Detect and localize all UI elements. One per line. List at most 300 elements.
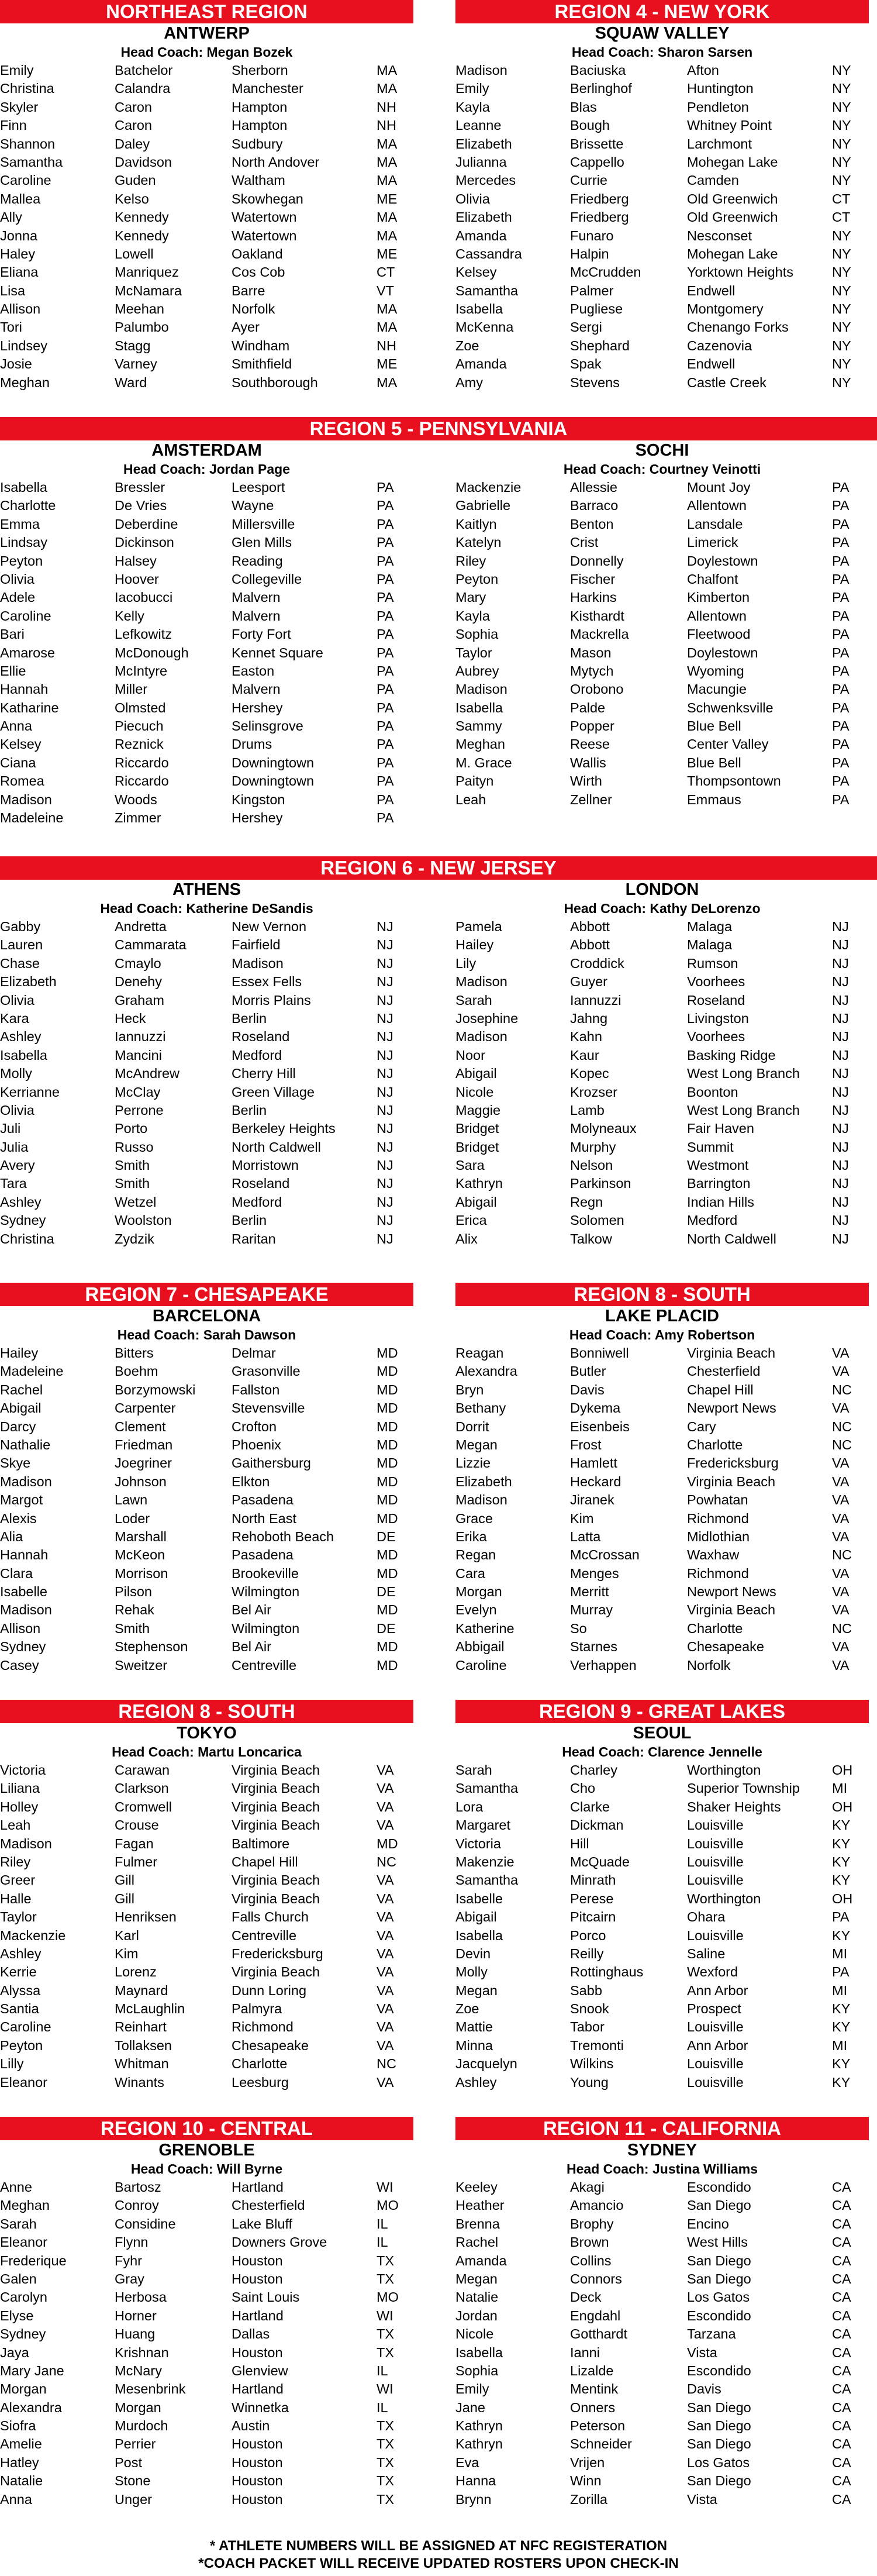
hometown: Malvern — [232, 681, 281, 697]
athlete-row — [0, 2435, 413, 2453]
athlete-row — [0, 2178, 413, 2196]
hometown: Centreville — [232, 1657, 297, 1673]
state: PA — [832, 718, 850, 734]
hometown: North Caldwell — [687, 1231, 776, 1246]
state: CA — [832, 2344, 851, 2360]
athlete-row — [455, 1046, 869, 1065]
athlete-row — [455, 318, 869, 336]
first-name: Kerrie — [0, 1964, 37, 1980]
hometown: Old Greenwich — [687, 209, 778, 225]
athlete-row — [0, 588, 413, 607]
first-name: Alexis — [0, 1510, 37, 1526]
first-name: Molly — [455, 1964, 488, 1980]
last-name: Sweitzer — [115, 1657, 168, 1673]
last-name: Miller — [115, 681, 148, 697]
hometown: Lansdale — [687, 516, 743, 532]
team-name: AMSTERDAM — [151, 441, 262, 460]
state: VA — [832, 1584, 850, 1600]
state: PA — [832, 755, 850, 770]
hometown: Montgomery — [687, 301, 764, 317]
first-name: Samantha — [0, 154, 63, 170]
last-name: McAndrew — [115, 1066, 180, 1082]
last-name: Andretta — [115, 919, 167, 934]
last-name: Kim — [115, 1945, 139, 1961]
last-name: McLaughlin — [115, 2001, 185, 2017]
hometown: Escondido — [687, 2363, 751, 2378]
athlete-row — [455, 1945, 869, 1963]
hometown: Roseland — [232, 1029, 290, 1045]
athlete-row — [455, 2454, 869, 2472]
athlete-row — [455, 135, 869, 153]
first-name: Alexandra — [0, 2399, 62, 2415]
first-name: Madison — [455, 681, 507, 697]
last-name: McNary — [115, 2363, 162, 2378]
hometown: Chapel Hill — [232, 1854, 298, 1869]
state: NJ — [832, 919, 849, 934]
state: NJ — [832, 1066, 849, 1082]
last-name: Iannuzzi — [115, 1029, 166, 1045]
state: VA — [832, 1510, 850, 1526]
first-name: Kara — [0, 1010, 29, 1026]
athlete-row — [0, 1761, 413, 1779]
athlete-row — [455, 625, 869, 643]
last-name: Bitters — [115, 1345, 154, 1361]
first-name: Kerrianne — [0, 1084, 60, 1100]
athlete-row — [0, 2196, 413, 2215]
hometown: Camden — [687, 173, 739, 188]
state: VA — [832, 1639, 850, 1655]
last-name: Currie — [570, 173, 607, 188]
first-name: Sara — [455, 1158, 485, 1173]
state: PA — [832, 773, 850, 789]
hometown: San Diego — [687, 2436, 751, 2452]
first-name: Elizabeth — [455, 136, 512, 151]
athlete-row — [0, 1638, 413, 1656]
athlete-list — [455, 478, 869, 809]
athlete-row — [0, 2417, 413, 2435]
athlete-row — [0, 1065, 413, 1083]
athlete-row — [0, 2270, 413, 2288]
last-name: Crouse — [115, 1817, 159, 1833]
state: NJ — [377, 1194, 393, 1210]
hometown: Cos Cob — [232, 264, 285, 280]
first-name: Zoe — [455, 2001, 479, 2017]
last-name: Sergi — [570, 319, 602, 335]
last-name: Blas — [570, 99, 597, 115]
athlete-row — [455, 2307, 869, 2325]
hometown: Barrington — [687, 1176, 751, 1191]
hometown: Escondido — [687, 2179, 751, 2195]
hometown: Louisville — [687, 1872, 744, 1888]
hometown: Richmond — [232, 2019, 294, 2035]
state: PA — [832, 608, 850, 624]
first-name: Clara — [0, 1565, 33, 1581]
state: PA — [832, 791, 850, 807]
region-header: REGION 9 - GREAT LAKES — [455, 1700, 869, 1723]
hometown: Louisville — [687, 1835, 744, 1851]
first-name: Ashley — [0, 1029, 42, 1045]
athlete-row — [0, 1816, 413, 1834]
last-name: Abbott — [570, 919, 610, 934]
last-name: McNamara — [115, 283, 182, 298]
last-name: Calandra — [115, 81, 171, 97]
athlete-row — [0, 1565, 413, 1583]
hometown: Millersville — [232, 516, 295, 532]
last-name: So — [570, 1620, 587, 1636]
state: KY — [832, 2056, 851, 2072]
first-name: Tori — [0, 319, 22, 335]
first-name: Brenna — [455, 2216, 500, 2231]
athlete-row — [455, 2288, 869, 2306]
first-name: Zoe — [455, 338, 479, 353]
first-name: Peyton — [0, 2037, 43, 2053]
athlete-row — [455, 190, 869, 208]
athlete-row — [0, 318, 413, 336]
state: NJ — [832, 1213, 849, 1228]
first-name: Madeleine — [0, 1363, 64, 1379]
athlete-row — [455, 991, 869, 1010]
first-name: Galen — [0, 2271, 37, 2286]
hometown: Los Gatos — [687, 2454, 750, 2470]
first-name: Nicole — [455, 2326, 494, 2342]
first-name: Julianna — [455, 154, 507, 170]
team-roster — [0, 1700, 413, 2092]
team-roster — [455, 2117, 869, 2509]
athlete-row — [455, 2000, 869, 2018]
last-name: Palde — [570, 700, 606, 715]
athlete-row — [455, 1583, 869, 1601]
state: NJ — [377, 1010, 393, 1026]
hometown: West Hills — [687, 2234, 748, 2250]
last-name: McDonough — [115, 645, 189, 660]
state: MA — [377, 81, 398, 97]
state: MD — [377, 1565, 398, 1581]
last-name: Riccardo — [115, 755, 169, 770]
state: NJ — [377, 937, 393, 953]
athlete-row — [455, 2074, 869, 2092]
last-name: Fyhr — [115, 2253, 142, 2268]
athlete-row — [0, 570, 413, 588]
hometown: Boonton — [687, 1084, 738, 1100]
first-name: Grace — [455, 1510, 493, 1526]
hometown: Kennet Square — [232, 645, 323, 660]
team-roster — [455, 440, 869, 809]
last-name: Perese — [570, 1890, 614, 1906]
state: VA — [377, 2001, 394, 2017]
athlete-row — [0, 533, 413, 552]
hometown: Roseland — [232, 1176, 290, 1191]
hometown: Saline — [687, 1945, 726, 1961]
athlete-row — [455, 2472, 869, 2490]
state: PA — [832, 681, 850, 697]
region-header: REGION 8 - SOUTH — [455, 1283, 869, 1306]
athlete-row — [0, 208, 413, 226]
state: MD — [377, 1382, 398, 1397]
last-name: Eisenbeis — [570, 1418, 630, 1434]
hometown: Houston — [232, 2491, 283, 2507]
athlete-row — [455, 1963, 869, 1981]
state: PA — [832, 626, 850, 642]
state: DE — [377, 1528, 396, 1544]
hometown: Huntington — [687, 81, 754, 97]
state: PA — [832, 645, 850, 660]
hometown: Cherry Hill — [232, 1066, 296, 1082]
last-name: Stevens — [570, 374, 620, 390]
athlete-row — [0, 2288, 413, 2306]
state: MD — [377, 1492, 398, 1508]
first-name: Greer — [0, 1872, 36, 1888]
hometown: Grasonville — [232, 1363, 301, 1379]
athlete-row — [455, 552, 869, 570]
region-header: REGION 4 - NEW YORK — [455, 0, 869, 23]
state: KY — [832, 1835, 851, 1851]
athlete-row — [455, 1454, 869, 1472]
note-line: * ATHLETE NUMBERS WILL BE ASSIGNED AT NFC REGISTERATION — [209, 2538, 668, 2554]
state: PA — [377, 590, 394, 605]
state: VA — [377, 1817, 394, 1833]
first-name: Emily — [455, 2381, 489, 2397]
athlete-row — [0, 973, 413, 991]
athlete-row — [455, 2491, 869, 2509]
hometown: Berlin — [232, 1213, 267, 1228]
state: PA — [377, 810, 394, 826]
state: PA — [832, 700, 850, 715]
last-name: Cmaylo — [115, 955, 161, 971]
athlete-row — [455, 1657, 869, 1675]
hometown: Livingston — [687, 1010, 749, 1026]
hometown: Berlin — [232, 1010, 267, 1026]
state: VA — [377, 2074, 394, 2090]
hometown: Selinsgrove — [232, 718, 303, 734]
state: MA — [377, 319, 398, 335]
hometown: Crofton — [232, 1418, 277, 1434]
team-roster — [0, 0, 413, 392]
athlete-row — [0, 1963, 413, 1981]
hometown: Virginia Beach — [232, 1872, 320, 1888]
last-name: Dykema — [570, 1400, 621, 1416]
last-name: Palmer — [570, 283, 614, 298]
last-name: Donnelly — [570, 553, 624, 569]
last-name: Carawan — [115, 1762, 170, 1778]
athlete-row — [0, 1344, 413, 1362]
athlete-list — [0, 1761, 413, 2092]
first-name: Morgan — [0, 2381, 47, 2397]
first-name: Casey — [0, 1657, 39, 1673]
hometown: Powhatan — [687, 1492, 748, 1508]
last-name: Perrier — [115, 2436, 156, 2452]
team-name: ATHENS — [172, 880, 241, 899]
first-name: M. Grace — [455, 755, 512, 770]
first-name: Megan — [455, 1437, 498, 1452]
hometown: Westmont — [687, 1158, 749, 1173]
athlete-row — [0, 1657, 413, 1675]
hometown: Larchmont — [687, 136, 752, 151]
hometown: Newport News — [687, 1584, 776, 1600]
athlete-row — [0, 552, 413, 570]
last-name: Denehy — [115, 974, 162, 990]
hometown: Louisville — [687, 1854, 744, 1869]
athlete-row — [455, 2380, 869, 2398]
last-name: Popper — [570, 718, 614, 734]
athlete-row — [0, 2491, 413, 2509]
first-name: Mackenzie — [455, 480, 522, 495]
state: CA — [832, 2234, 851, 2250]
first-name: Alyssa — [0, 1982, 41, 1998]
last-name: Joegriner — [115, 1455, 172, 1471]
last-name: Reilly — [570, 1945, 604, 1961]
hometown: Barre — [232, 283, 265, 298]
head-coach: Head Coach: Martu Loncarica — [112, 1744, 302, 1759]
first-name: Margaret — [455, 1817, 511, 1833]
last-name: Young — [570, 2074, 609, 2090]
first-name: Lauren — [0, 937, 43, 953]
hometown: Cary — [687, 1418, 716, 1434]
last-name: Carpenter — [115, 1400, 176, 1416]
hometown: North Caldwell — [232, 1139, 321, 1155]
first-name: Hannah — [0, 681, 49, 697]
first-name: Aubrey — [455, 663, 499, 679]
first-name: Kathryn — [455, 1176, 503, 1191]
hometown: Bel Air — [232, 1639, 271, 1655]
last-name: Clement — [115, 1418, 166, 1434]
athlete-row — [0, 991, 413, 1010]
hometown: Fallston — [232, 1382, 280, 1397]
state: VA — [832, 1363, 850, 1379]
state: PA — [832, 1964, 850, 1980]
hometown: West Long Branch — [687, 1066, 800, 1082]
last-name: Starnes — [570, 1639, 617, 1655]
athlete-row — [0, 337, 413, 355]
athlete-row — [455, 717, 869, 735]
team-name: SQUAW VALLEY — [595, 24, 730, 43]
state: NC — [832, 1418, 852, 1434]
first-name: Noor — [455, 1047, 485, 1063]
first-name: Kelsey — [0, 736, 42, 752]
last-name: Morrison — [115, 1565, 168, 1581]
hometown: Voorhees — [687, 1029, 745, 1045]
last-name: Iannuzzi — [570, 992, 622, 1008]
hometown: Emmaus — [687, 791, 741, 807]
athlete-row — [0, 1835, 413, 1853]
first-name: Olivia — [0, 992, 34, 1008]
first-name: Madison — [455, 1029, 507, 1045]
hometown: Louisville — [687, 1817, 744, 1833]
first-name: Rachel — [455, 2234, 499, 2250]
first-name: Anna — [0, 2491, 32, 2507]
hometown: Oakland — [232, 246, 283, 261]
hometown: Vista — [687, 2491, 717, 2507]
first-name: Meghan — [455, 736, 505, 752]
state: NJ — [377, 1029, 393, 1045]
first-name: Liliana — [0, 1781, 40, 1796]
first-name: Elyse — [0, 2308, 34, 2323]
first-name: Erica — [455, 1213, 487, 1228]
first-name: Jaya — [0, 2344, 29, 2360]
hometown: Basking Ridge — [687, 1047, 776, 1063]
state: NJ — [832, 955, 849, 971]
athlete-row — [0, 282, 413, 300]
last-name: Wetzel — [115, 1194, 157, 1210]
first-name: Sophia — [455, 2363, 499, 2378]
last-name: Solomen — [570, 1213, 624, 1228]
hometown: Newport News — [687, 1400, 776, 1416]
state: VA — [832, 1602, 850, 1618]
athlete-row — [0, 1779, 413, 1797]
first-name: Madison — [455, 974, 507, 990]
hometown: Chesterfield — [232, 2198, 305, 2213]
state: MD — [377, 1547, 398, 1563]
last-name: Dickman — [570, 1817, 624, 1833]
hometown: Phoenix — [232, 1437, 281, 1452]
state: NY — [832, 63, 851, 78]
last-name: Harkins — [570, 590, 617, 605]
state: MO — [377, 2289, 399, 2305]
state: CA — [832, 2473, 851, 2489]
first-name: Frederique — [0, 2253, 67, 2268]
athlete-row — [455, 1528, 869, 1546]
last-name: Smith — [115, 1176, 150, 1191]
hometown: Gaithersburg — [232, 1455, 311, 1471]
first-name: Siofra — [0, 2418, 36, 2434]
first-name: Pamela — [455, 919, 502, 934]
last-name: Clarke — [570, 1799, 610, 1814]
last-name: Friedberg — [570, 191, 629, 206]
hometown: Schwenksville — [687, 700, 774, 715]
state: MD — [377, 1835, 398, 1851]
athlete-row — [455, 1491, 869, 1509]
last-name: Mason — [570, 645, 612, 660]
first-name: Samantha — [455, 1872, 519, 1888]
last-name: Funaro — [570, 228, 614, 243]
state: MD — [377, 1400, 398, 1416]
first-name: Lindsay — [0, 535, 47, 550]
first-name: Isabelle — [455, 1890, 503, 1906]
athlete-row — [455, 2233, 869, 2251]
state: MA — [377, 136, 398, 151]
athlete-row — [0, 1890, 413, 1908]
last-name: Kelly — [115, 608, 144, 624]
state: VA — [377, 1927, 394, 1943]
last-name: Daley — [115, 136, 150, 151]
hometown: Houston — [232, 2253, 283, 2268]
first-name: Ally — [0, 209, 22, 225]
athlete-row — [0, 1908, 413, 1926]
state: NJ — [377, 1231, 393, 1246]
hometown: New Vernon — [232, 919, 307, 934]
last-name: Reznick — [115, 736, 164, 752]
first-name: Ashley — [0, 1194, 42, 1210]
last-name: Varney — [115, 356, 157, 372]
state: NJ — [832, 1029, 849, 1045]
first-name: Evelyn — [455, 1602, 497, 1618]
state: PA — [377, 791, 394, 807]
hometown: Summit — [687, 1139, 734, 1155]
last-name: Johnson — [115, 1473, 167, 1489]
athlete-row — [0, 1028, 413, 1046]
athlete-row — [0, 1083, 413, 1101]
state: DE — [377, 1620, 396, 1636]
first-name: Madeleine — [0, 810, 64, 826]
last-name: Horner — [115, 2308, 157, 2323]
athlete-list — [455, 1761, 869, 2092]
hometown: Los Gatos — [687, 2289, 750, 2305]
state: NJ — [832, 1158, 849, 1173]
state: CA — [832, 2179, 851, 2195]
hometown: Allentown — [687, 498, 747, 514]
first-name: Gabrielle — [455, 498, 511, 514]
state: PA — [377, 553, 394, 569]
last-name: Talkow — [570, 1231, 612, 1246]
